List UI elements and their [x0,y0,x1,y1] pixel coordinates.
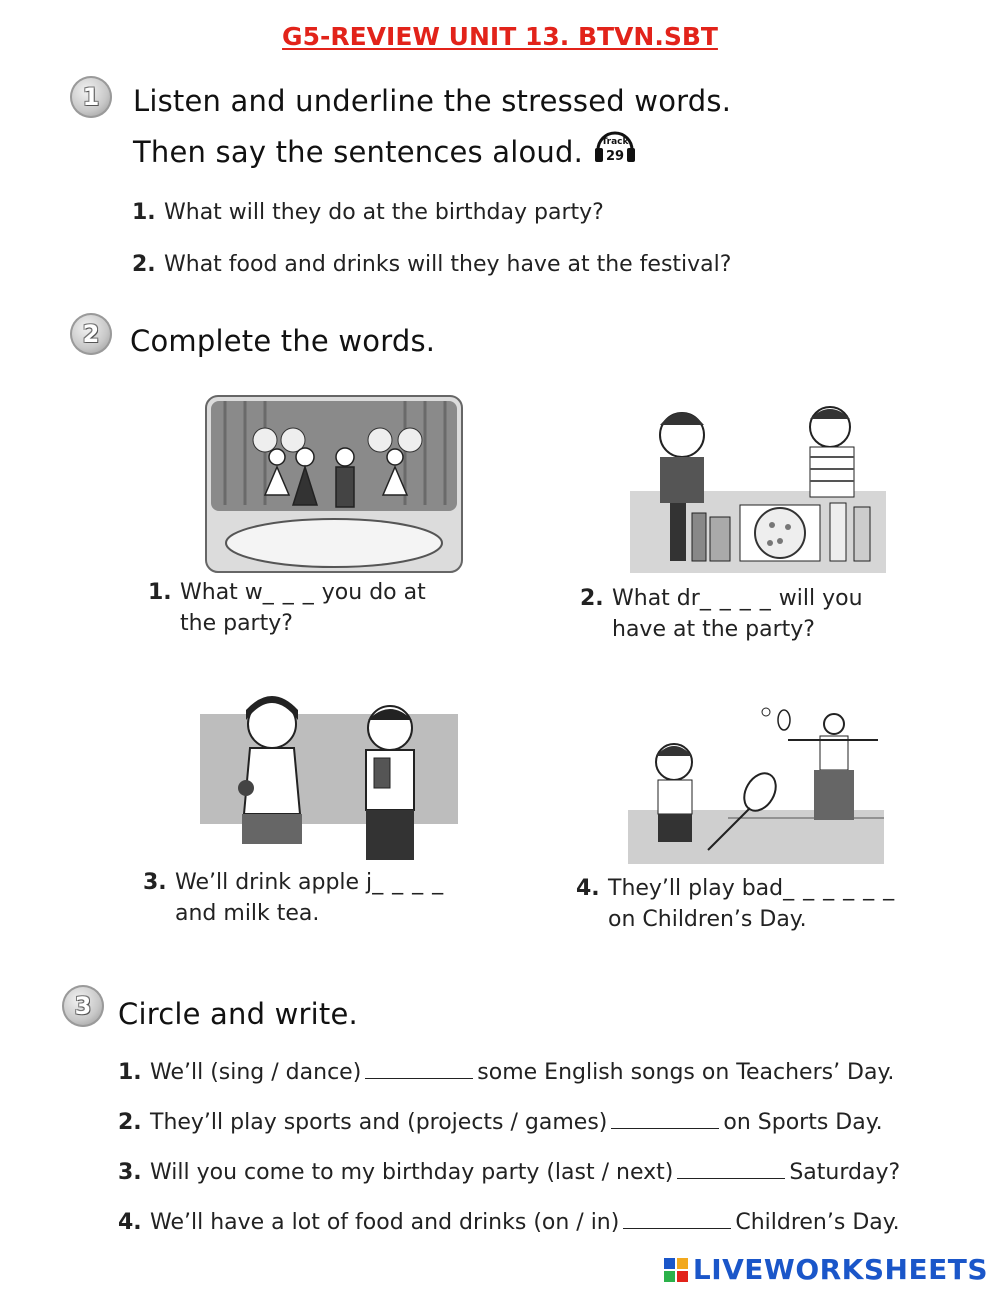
section-2-badge: 2 [70,313,112,355]
answer-line[interactable] [677,1160,785,1179]
section-2-heading: Complete the words. [130,324,436,358]
track-label: Track [601,137,629,147]
section-3-item-1: 1. We’ll (sing / dance) some English songs on Teachers’ Day. [118,1060,895,1085]
section-1-item-2: 2. What food and drinks will they have at the festival? [132,252,732,277]
liveworksheets-watermark [663,1253,988,1286]
answer-line[interactable] [365,1060,473,1079]
section-1-badge: 1 [70,76,112,118]
answer-line[interactable] [623,1210,731,1229]
section-3-item-2: 2. They’ll play sports and (projects / games) on Sports Day. [118,1110,883,1135]
answer-blank: _ _ _ _ [372,870,445,895]
track-number: 29 [605,149,625,164]
pizza-drinks-illustration [630,395,886,573]
section-3-heading: Circle and write. [118,997,358,1031]
section-2-item-3: 3. We’ll drink apple j_ _ _ _ and milk tea. [143,870,445,926]
section-3-item-3: 3. Will you come to my birthday party (last / next) Saturday? [118,1160,901,1185]
answer-blank: _ _ _ [262,580,315,605]
section-2-item-1: 1. What w_ _ _ you do at the party? [148,580,426,636]
page-title: G5-REVIEW UNIT 13. BTVN.SBT [282,22,718,51]
stage-performance-illustration [205,395,463,573]
answer-blank: _ _ _ _ [699,586,772,611]
section-1-heading-line1: Listen and underline the stressed words. [133,84,732,118]
kids-drinks-illustration [200,684,458,862]
headphones-icon [592,122,638,168]
badminton-illustration [628,700,884,864]
section-2-item-2: 2. What dr_ _ _ _ will you have at the party? [580,586,863,642]
section-1-item-1: 1. What will they do at the birthday party? [132,200,604,225]
liveworksheets-logo-icon [663,1257,689,1283]
watermark-text: LIVEWORKSHEETS [692,1253,988,1286]
answer-line[interactable] [611,1110,719,1129]
section-3-item-4: 4. We’ll have a lot of food and drinks (on / in) Children’s Day. [118,1210,900,1235]
answer-blank: _ _ _ _ _ _ [783,876,896,901]
section-2-item-4: 4. They’ll play bad_ _ _ _ _ _ on Children’s Day. [576,876,896,932]
section-3-badge: 3 [62,985,104,1027]
section-1-heading-line2: Then say the sentences aloud. [133,135,584,169]
